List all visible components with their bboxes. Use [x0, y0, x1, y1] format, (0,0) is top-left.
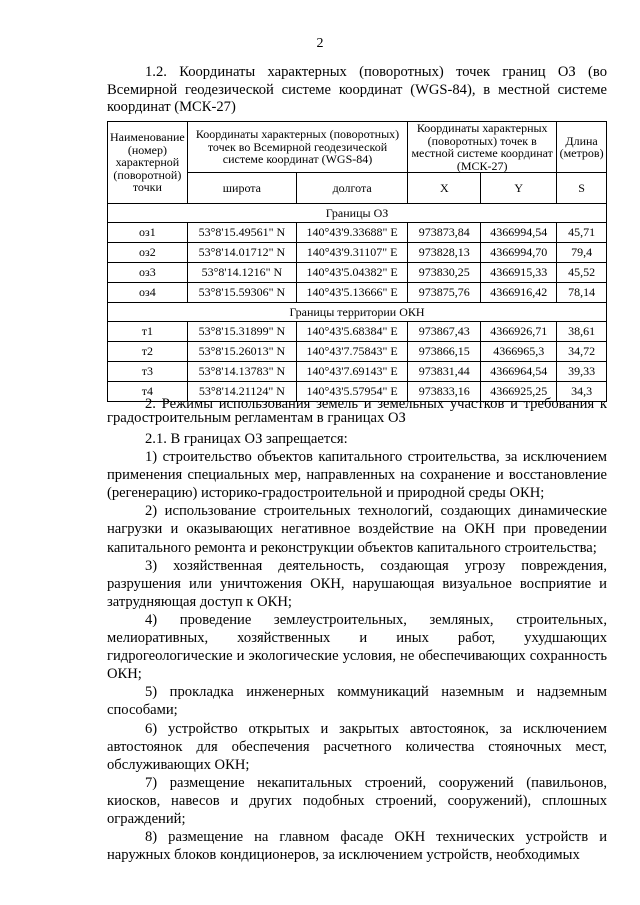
cell-point-name: оз3 [108, 263, 188, 283]
header-length: Длина (метров) [557, 122, 607, 173]
cell-length: 34,3 [557, 382, 607, 402]
cell-y: 4366994,54 [481, 223, 557, 243]
cell-length: 45,52 [557, 263, 607, 283]
cell-x: 973833,16 [408, 382, 481, 402]
cell-point-name: т3 [108, 362, 188, 382]
cell-longitude: 140°43'9.31107" E [297, 243, 408, 263]
cell-longitude: 140°43'5.68384" E [297, 322, 408, 342]
cell-length: 38,61 [557, 322, 607, 342]
paragraph: 7) размещение некапитальных строений, сооружений (павильонов, киосков, навесов и других подобных строений, сооружений), сплошных ограждений; [107, 774, 607, 827]
cell-longitude: 140°43'5.13666" E [297, 283, 408, 303]
cell-point-name: оз1 [108, 223, 188, 243]
cell-latitude: 53°8'14.1216" N [187, 263, 296, 283]
cell-point-name: оз2 [108, 243, 188, 263]
cell-latitude: 53°8'15.26013" N [187, 342, 296, 362]
cell-length: 79,4 [557, 243, 607, 263]
header-x: X [408, 173, 481, 204]
group-title-oz: Границы ОЗ [108, 204, 607, 223]
header-s: S [557, 173, 607, 204]
paragraph: 8) размещение на главном фасаде ОКН технических устройств и наружных блоков кондиционеров, за исключением устройств, необходимых [107, 829, 607, 864]
cell-y: 4366965,3 [481, 342, 557, 362]
cell-point-name: т2 [108, 342, 188, 362]
body-text [107, 430, 607, 864]
header-msk27: Координаты характерных (поворотных) точек в местной системе координат (МСК-27) [408, 122, 557, 173]
table-row [108, 322, 607, 342]
header-wgs84: Координаты характерных (поворотных) точек во Всемирной геодезической системе координат (WGS-84) [187, 122, 407, 173]
table-row [108, 283, 607, 303]
coordinates-table [107, 121, 607, 402]
cell-y: 4366926,71 [481, 322, 557, 342]
cell-latitude: 53°8'15.31899" N [187, 322, 296, 342]
cell-x: 973866,15 [408, 342, 481, 362]
cell-y: 4366915,33 [481, 263, 557, 283]
cell-y: 4366994,70 [481, 243, 557, 263]
paragraph: 3) хозяйственная деятельность, создающая угрозу повреждения, разрушения или уничтожения ОКН, нарушающая визуальное восприятие и затрудняющая доступ к ОКН; [107, 557, 607, 610]
table-row [108, 263, 607, 283]
table-row [108, 243, 607, 263]
cell-longitude: 140°43'5.57954" E [297, 382, 408, 402]
paragraph: 1) строительство объектов капитального строительства, за исключением применения специальных мер, направленных на сохранение и восстановление (регенерацию) историко-градостроительной и природной среды ОКН; [107, 449, 607, 502]
header-point-name: Наименование (номер) характерной (поворотной) точки [108, 122, 188, 204]
paragraph: 2.1. В границах ОЗ запрещается: [145, 431, 348, 447]
paragraph: 2) использование строительных технологий, создающих динамические нагрузки и оказывающих негативное воздействие на ОКН при проведении капитального ремонта и реконструкции объектов капитального строительства; [107, 503, 607, 556]
cell-longitude: 140°43'7.75843" E [297, 342, 408, 362]
cell-latitude: 53°8'15.59306" N [187, 283, 296, 303]
cell-latitude: 53°8'14.13783" N [187, 362, 296, 382]
header-latitude: широта [187, 173, 296, 204]
header-y: Y [481, 173, 557, 204]
cell-x: 973831,44 [408, 362, 481, 382]
cell-y: 4366916,42 [481, 283, 557, 303]
cell-x: 973830,25 [408, 263, 481, 283]
page-number: 2 [316, 36, 324, 51]
cell-longitude: 140°43'5.04382" E [297, 263, 408, 283]
group-title-okn: Границы территории ОКН [108, 303, 607, 322]
cell-longitude: 140°43'7.69143" E [297, 362, 408, 382]
table-row [108, 342, 607, 362]
cell-y: 4366964,54 [481, 362, 557, 382]
cell-y: 4366925,25 [481, 382, 557, 402]
cell-x: 973875,76 [408, 283, 481, 303]
cell-x: 973828,13 [408, 243, 481, 263]
cell-latitude: 53°8'14.01712" N [187, 243, 296, 263]
cell-point-name: т4 [108, 382, 188, 402]
cell-x: 973873,84 [408, 223, 481, 243]
section-heading-coordinates: 1.2. Координаты характерных (поворотных) точек границ ОЗ (во Всемирной геодезической системе координат (WGS-84), в местной системе координат (МСК-27) [107, 64, 607, 115]
cell-length: 39,33 [557, 362, 607, 382]
cell-point-name: оз4 [108, 283, 188, 303]
paragraph: 6) устройство открытых и закрытых автостоянок, за исключением автостоянок для обеспечения расчетного количества стояночных мест, обслуживающих ОКН; [107, 720, 607, 773]
table-row [108, 362, 607, 382]
cell-length: 34,72 [557, 342, 607, 362]
cell-latitude: 53°8'14.21124" N [187, 382, 296, 402]
cell-latitude: 53°8'15.49561" N [187, 223, 296, 243]
cell-x: 973867,43 [408, 322, 481, 342]
cell-length: 45,71 [557, 223, 607, 243]
cell-length: 78,14 [557, 283, 607, 303]
header-longitude: долгота [297, 173, 408, 204]
section-heading-regimes: 2. Режимы использования земель и земельных участков и требования к градостроительным регламентам в границах ОЗ [107, 396, 607, 426]
cell-point-name: т1 [108, 322, 188, 342]
cell-longitude: 140°43'9.33688" E [297, 223, 408, 243]
paragraph: 4) проведение землеустроительных, земляных, строительных, мелиоративных, хозяйственных и иных работ, ухудшающих гидрогеологические и экологические условия, не обеспечивающих сохранность ОКН; [107, 611, 607, 683]
paragraph: 5) прокладка инженерных коммуникаций наземным и надземным способами; [107, 684, 607, 719]
table-row [108, 223, 607, 243]
